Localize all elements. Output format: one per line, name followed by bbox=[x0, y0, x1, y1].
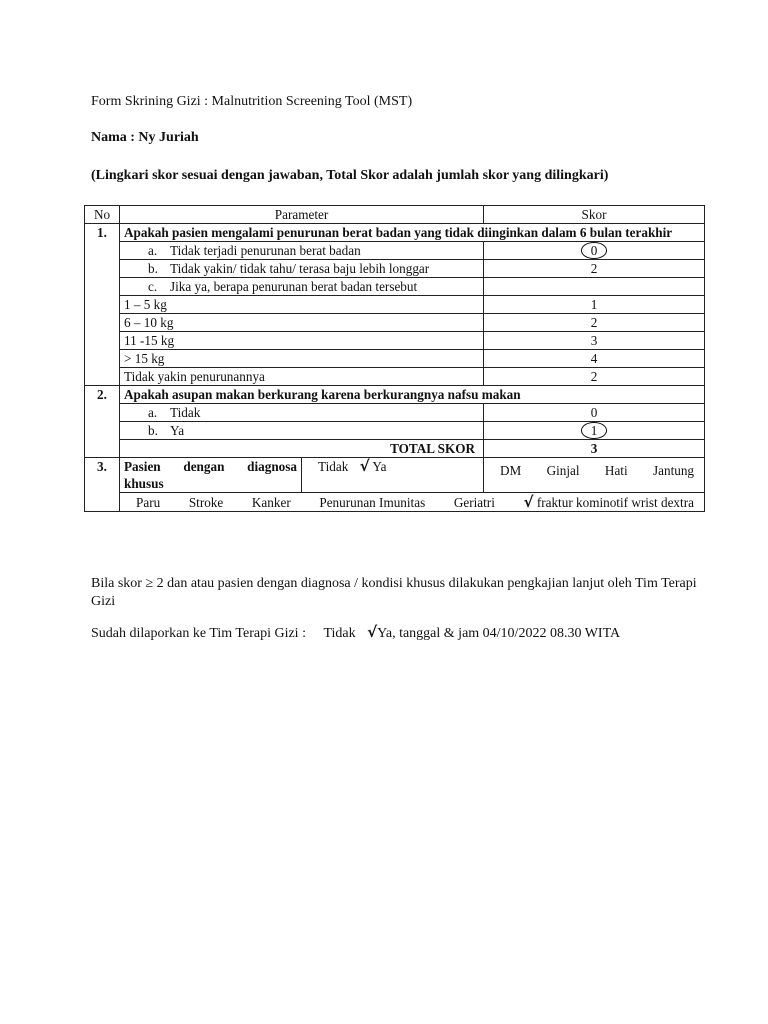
option-letter: c. bbox=[148, 279, 158, 294]
q1-option-b bbox=[120, 260, 484, 278]
table-row bbox=[85, 368, 705, 386]
q1-option-c bbox=[120, 278, 484, 296]
tidak-option[interactable]: Tidak bbox=[318, 459, 349, 474]
range-score[interactable]: 2 bbox=[484, 314, 705, 332]
q2-option-a bbox=[120, 404, 484, 422]
q3-conditions-1 bbox=[484, 458, 705, 493]
table-row bbox=[85, 278, 705, 296]
range-score[interactable]: 4 bbox=[484, 350, 705, 368]
table-row bbox=[85, 350, 705, 368]
table-row bbox=[85, 458, 705, 493]
option-letter: a. bbox=[148, 405, 158, 420]
check-icon: √ bbox=[359, 457, 370, 475]
q3-question: Pasien dengan diagnosa khusus bbox=[120, 458, 302, 493]
q3-answer[interactable] bbox=[302, 458, 484, 493]
patient-name: Nama : Ny Juriah bbox=[91, 130, 199, 145]
total-row bbox=[85, 440, 705, 458]
range-score[interactable]: 1 bbox=[484, 296, 705, 314]
table-row bbox=[85, 314, 705, 332]
report-ya-option[interactable]: Ya, tanggal & jam 04/10/2022 08.30 WITA bbox=[377, 626, 621, 641]
table-row bbox=[85, 386, 705, 404]
check-icon: √ bbox=[367, 623, 378, 641]
q1-option-c-score bbox=[484, 278, 705, 296]
q1-option-a bbox=[120, 242, 484, 260]
instruction-text: (Lingkari skor sesuai dengan jawaban, Total Skor adalah jumlah skor yang dilingkari) bbox=[91, 168, 609, 183]
range-score[interactable]: 3 bbox=[484, 332, 705, 350]
q2-option-b bbox=[120, 422, 484, 440]
ya-option[interactable]: Ya bbox=[372, 459, 387, 474]
table-row bbox=[85, 332, 705, 350]
condition-fraktur-label: fraktur kominotif wrist dextra bbox=[536, 495, 694, 510]
header-score: Skor bbox=[484, 206, 705, 224]
option-text: Tidak yakin/ tidak tahu/ terasa baju lebih longgar bbox=[170, 261, 430, 276]
range-label: 1 – 5 kg bbox=[120, 296, 484, 314]
condition-jantung[interactable]: Jantung bbox=[652, 463, 695, 478]
header-parameter: Parameter bbox=[120, 206, 484, 224]
report-label: Sudah dilaporkan ke Tim Terapi Gizi : bbox=[91, 626, 306, 641]
range-label: Tidak yakin penurunannya bbox=[120, 368, 484, 386]
range-label: 11 -15 kg bbox=[120, 332, 484, 350]
condition-stroke[interactable]: Stroke bbox=[188, 495, 224, 510]
header-no: No bbox=[85, 206, 120, 224]
condition-paru[interactable]: Paru bbox=[136, 495, 161, 510]
condition-ginjal[interactable]: Ginjal bbox=[546, 463, 580, 478]
q3-conditions-2 bbox=[120, 493, 705, 512]
option-text: Jika ya, berapa penurunan berat badan tersebut bbox=[170, 279, 418, 294]
range-score[interactable]: 2 bbox=[484, 368, 705, 386]
circled-score: 0 bbox=[581, 242, 608, 259]
range-label: 6 – 10 kg bbox=[120, 314, 484, 332]
option-text: Ya bbox=[170, 423, 185, 438]
report-line bbox=[91, 623, 620, 642]
table-row bbox=[85, 404, 705, 422]
total-label: TOTAL SKOR bbox=[120, 440, 484, 458]
total-value: 3 bbox=[484, 440, 705, 458]
table-row bbox=[85, 224, 705, 242]
condition-hati[interactable]: Hati bbox=[604, 463, 628, 478]
q1-option-a-score[interactable] bbox=[484, 242, 705, 260]
range-label: > 15 kg bbox=[120, 350, 484, 368]
option-text: Tidak bbox=[170, 405, 201, 420]
condition-fraktur[interactable] bbox=[524, 494, 694, 511]
option-text: Tidak terjadi penurunan berat badan bbox=[170, 243, 361, 258]
form-title: Form Skrining Gizi : Malnutrition Screening Tool (MST) bbox=[91, 94, 413, 109]
condition-penurunan-imunitas[interactable]: Penurunan Imunitas bbox=[319, 495, 426, 510]
table-header-row bbox=[85, 206, 705, 224]
condition-kanker[interactable]: Kanker bbox=[251, 495, 291, 510]
table-row bbox=[85, 242, 705, 260]
report-tidak-option[interactable]: Tidak bbox=[323, 626, 356, 641]
q3-number: 3. bbox=[85, 458, 120, 512]
option-letter: b. bbox=[148, 423, 158, 438]
check-icon: √ bbox=[523, 493, 534, 511]
follow-up-note: Bila skor ≥ 2 dan atau pasien dengan diagnosa / kondisi khusus dilakukan pengkajian lanjut oleh Tim Terapi Gizi bbox=[91, 576, 697, 609]
q1-option-b-score[interactable]: 2 bbox=[484, 260, 705, 278]
q2-question: Apakah asupan makan berkurang karena berkurangnya nafsu makan bbox=[120, 386, 705, 404]
condition-geriatri[interactable]: Geriatri bbox=[453, 495, 495, 510]
option-letter: a. bbox=[148, 243, 158, 258]
table-row bbox=[85, 422, 705, 440]
table-row bbox=[85, 260, 705, 278]
q2-number: 2. bbox=[85, 386, 120, 458]
mst-table bbox=[84, 205, 705, 512]
circled-score: 1 bbox=[581, 422, 608, 439]
q2-option-b-score[interactable] bbox=[484, 422, 705, 440]
q1-question: Apakah pasien mengalami penurunan berat badan yang tidak diinginkan dalam 6 bulan terakhir bbox=[120, 224, 705, 242]
option-letter: b. bbox=[148, 261, 158, 276]
condition-dm[interactable]: DM bbox=[500, 463, 522, 478]
q2-option-a-score[interactable]: 0 bbox=[484, 404, 705, 422]
table-row bbox=[85, 493, 705, 512]
table-row bbox=[85, 296, 705, 314]
q1-number: 1. bbox=[85, 224, 120, 386]
